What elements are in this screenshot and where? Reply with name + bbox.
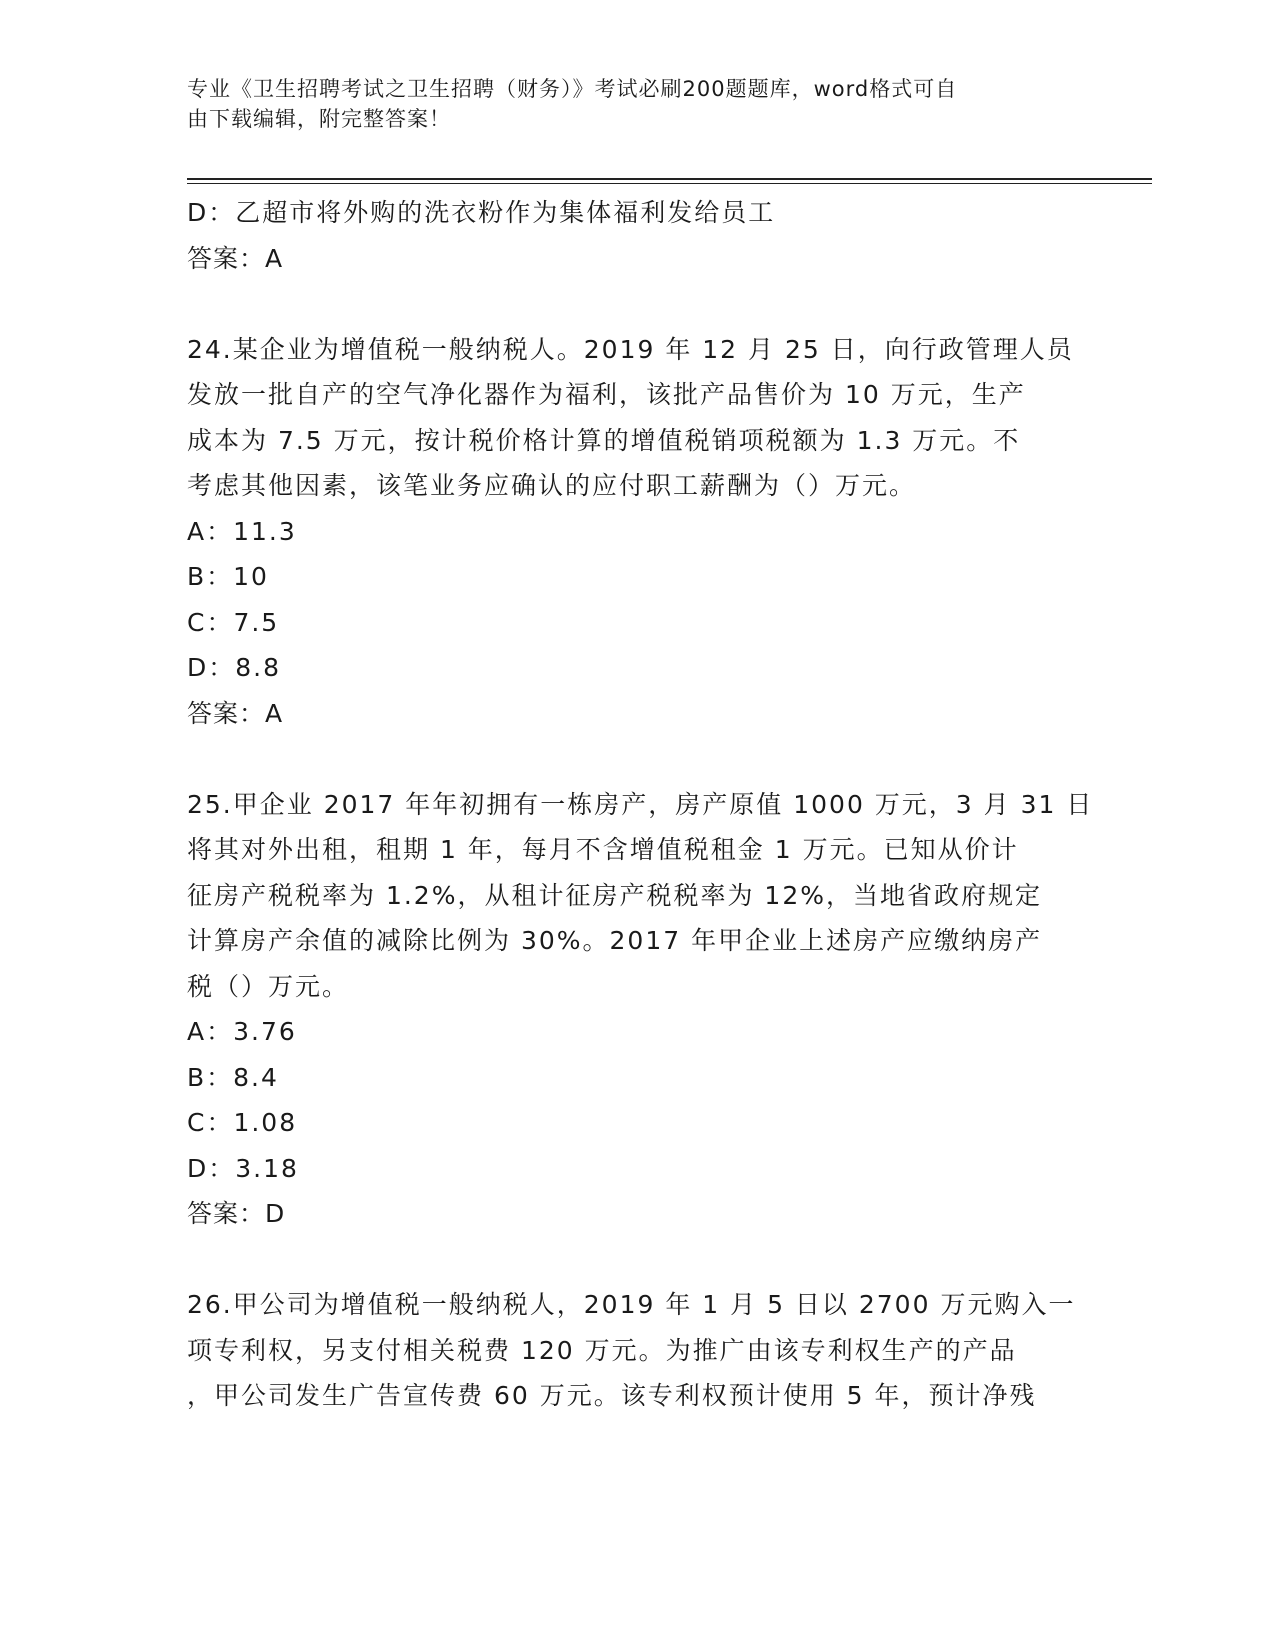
answer-line: 答案：A	[187, 243, 284, 273]
option-a: A：11.3	[187, 516, 297, 546]
question-text: 计算房产余值的减除比例为 30%。2017 年甲企业上述房产应缴纳房产	[187, 926, 1043, 955]
question-text: ，甲公司发生广告宣传费 60 万元。该专利权预计使用 5 年，预计净残	[187, 1381, 1037, 1410]
question-25	[187, 782, 1094, 1237]
question-text: 考虑其他因素，该笔业务应确认的应付职工薪酬为（）万元。	[187, 471, 917, 500]
option-c: C：1.08	[187, 1108, 298, 1137]
question-text: 25.甲企业 2017 年年初拥有一栋房产，房产原值 1000 万元，3 月 31 日	[187, 789, 1094, 819]
question-text: 成本为 7.5 万元，按计税价格计算的增值税销项税额为 1.3 万元。不	[187, 425, 1021, 455]
carryover-question	[187, 190, 1087, 281]
question-text: 将其对外出租，租期 1 年，每月不含增值税租金 1 万元。已知从价计	[187, 835, 1019, 864]
option-d: D：乙超市将外购的洗衣粉作为集体福利发给员工	[187, 198, 776, 227]
answer-line: 答案：D	[187, 1199, 286, 1228]
question-text: 征房产税税率为 1.2%，从租计征房产税税率为 12%，当地省政府规定	[187, 880, 1042, 910]
option-d: D：3.18	[187, 1153, 299, 1183]
question-text: 税（）万元。	[187, 971, 350, 1001]
answer-line: 答案：A	[187, 698, 284, 728]
question-26	[187, 1282, 1087, 1419]
document-body	[187, 190, 1094, 1419]
option-b: B：10	[187, 562, 269, 591]
question-text: 发放一批自产的空气净化器作为福利，该批产品售价为 10 万元，生产	[187, 380, 1026, 409]
header-line: 专业《卫生招聘考试之卫生招聘（财务）》考试必刷200题题库，word格式可自	[187, 77, 958, 101]
option-a: A：3.76	[187, 1017, 297, 1046]
question-text: 24.某企业为增值税一般纳税人。2019 年 12 月 25 日，向行政管理人员	[187, 334, 1074, 364]
option-c: C：7.5	[187, 607, 280, 637]
header-divider	[187, 178, 1152, 180]
question-24	[187, 327, 1087, 737]
spacer	[187, 281, 1087, 327]
option-d: D：8.8	[187, 653, 282, 682]
spacer	[187, 1237, 1087, 1283]
header-line: 由下载编辑，附完整答案！	[187, 107, 451, 131]
question-text: 26.甲公司为增值税一般纳税人，2019 年 1 月 5 日以 2700 万元购入一	[187, 1290, 1076, 1319]
question-text: 项专利权，另支付相关税费 120 万元。为推广由该专利权生产的产品	[187, 1335, 1017, 1365]
spacer	[187, 736, 1087, 782]
header-divider	[187, 183, 1152, 184]
document-header	[187, 74, 1067, 134]
option-b: B：8.4	[187, 1062, 279, 1092]
